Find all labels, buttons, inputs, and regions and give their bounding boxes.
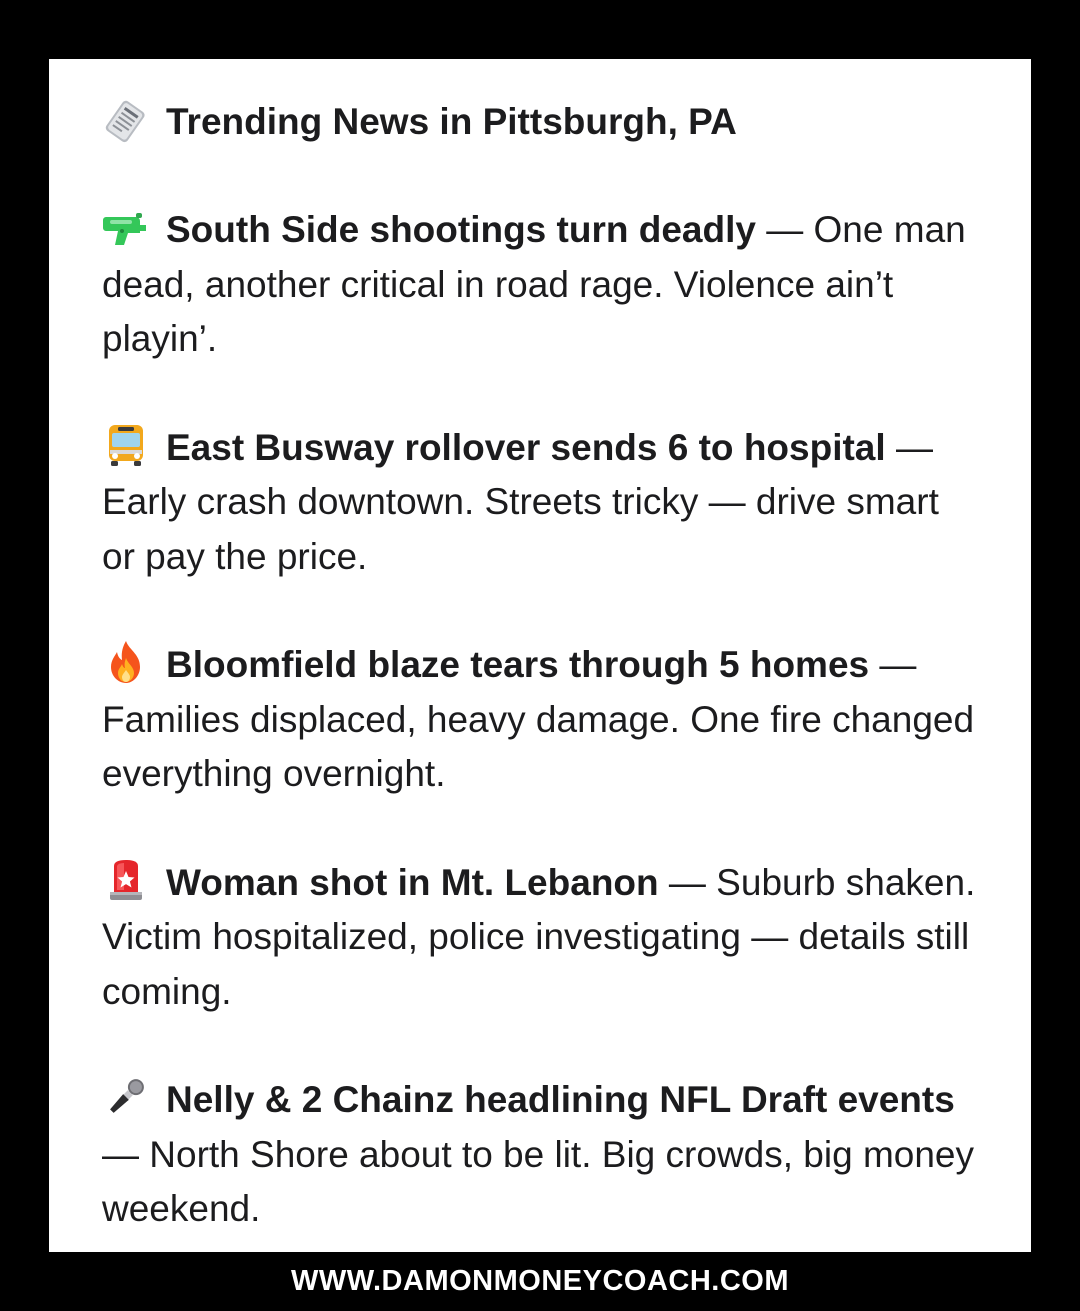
news-item-nfl-draft	[102, 1073, 977, 1237]
news-item-headline: South Side shootings turn deadly	[166, 209, 756, 250]
page-title-text: Trending News in Pittsburgh, PA	[166, 101, 737, 142]
news-item-mt-lebanon	[102, 856, 977, 1020]
bus-icon	[102, 423, 150, 467]
news-item-body: — Families displaced, heavy damage. One fire changed everything overnight.	[102, 644, 975, 794]
water-pistol-icon	[102, 205, 150, 249]
newspaper-icon	[102, 100, 150, 144]
news-item-body: — Suburb shaken. Victim hospitalized, police investigating — details still coming.	[102, 861, 976, 1012]
fire-icon	[102, 640, 150, 684]
microphone-icon	[102, 1075, 150, 1119]
news-item-body: — One man dead, another critical in road rage. Violence ain’t playin’.	[102, 209, 966, 359]
news-item-headline: Woman shot in Mt. Lebanon	[166, 861, 659, 903]
news-item-body: — Early crash downtown. Streets tricky — drive smart or pay the price.	[102, 426, 939, 577]
siren-icon	[102, 858, 150, 902]
news-item-body: — North Shore about to be lit. Big crowds, big money weekend.	[102, 1133, 974, 1229]
news-item-east-busway	[102, 421, 977, 585]
news-item-headline: East Busway rollover sends 6 to hospital	[166, 426, 886, 468]
news-item-bloomfield	[102, 638, 977, 802]
page-title	[102, 95, 977, 149]
website-footer: WWW.DAMONMONEYCOACH.COM	[290, 1265, 789, 1297]
news-item-south-side	[102, 203, 977, 367]
news-item-headline: Bloomfield blaze tears through 5 homes	[166, 644, 870, 685]
news-item-headline: Nelly & 2 Chainz headlining NFL Draft events	[166, 1079, 955, 1120]
news-card	[49, 59, 1031, 1252]
